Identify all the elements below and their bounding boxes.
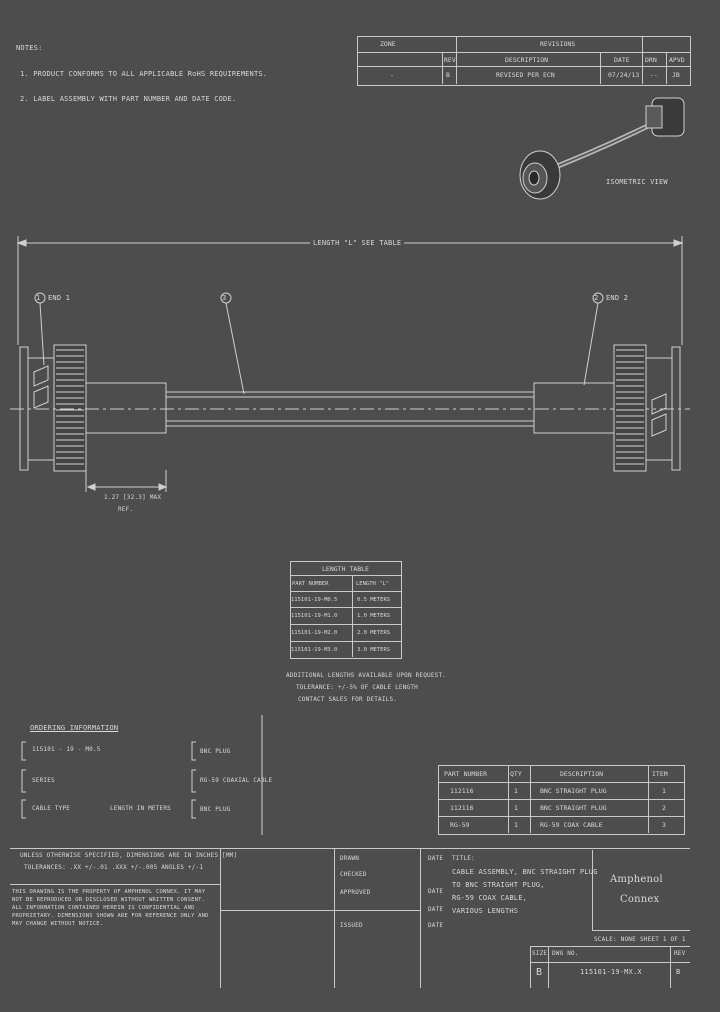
date-label-3: DATE <box>428 906 444 913</box>
revisions-apvd-header: APVD <box>669 56 685 64</box>
title-line-3: RG-59 COAX CABLE, <box>452 894 528 902</box>
note-item-2: 2. LABEL ASSEMBLY WITH PART NUMBER AND DATE CODE. <box>20 95 237 103</box>
bom-header-item: ITEM <box>652 770 668 778</box>
drawn-label: DRAWN <box>340 855 360 862</box>
dimension-text-1: 1.27 [32.3] MAX <box>104 494 162 501</box>
title-line-1: CABLE ASSEMBLY, BNC STRAIGHT PLUG <box>452 868 598 876</box>
company-name-1: Amphenol <box>610 874 663 885</box>
dwg-no-label: DWG NO. <box>552 950 579 957</box>
end1-connector <box>20 345 166 471</box>
approved-label: APPROVED <box>340 889 371 896</box>
ordering-length: LENGTH IN METERS <box>110 805 171 812</box>
sheet-label: SHEET 1 OF 1 <box>640 936 686 943</box>
bom-row-3-desc: RG-59 COAX CABLE <box>540 821 603 829</box>
title-block-disclaimer: THIS DRAWING IS THE PROPERTY OF AMPHENOL CONNEX. IT MAY NOT BE REPRODUCED OR DISCLOSED WITHOUT WRITTEN CONSENT. ALL INFORMATION CONTAINED HEREIN IS CONFIDENTIAL AND PROPRIETARY. DIMENSIONS SHOWN ARE FOR REFERENCE ONLY AND MAY CHANGE WITHOUT NOTICE. <box>12 889 209 927</box>
end2-callout: END 2 <box>606 294 629 302</box>
ordering-series: SERIES <box>32 777 55 784</box>
isometric-view-label: ISOMETRIC VIEW <box>606 178 668 186</box>
revisions-desc: REVISED PER ECN <box>496 71 555 79</box>
scale-label: SCALE: NONE <box>594 936 636 943</box>
revisions-rev-header: REV <box>444 56 456 64</box>
checked-label: CHECKED <box>340 871 367 878</box>
length-note-3: CONTACT SALES FOR DETAILS. <box>298 696 398 703</box>
length-row-3-len: 2.0 METERS <box>357 630 391 636</box>
revisions-rev: B <box>446 71 450 79</box>
dwg-no-value: 115101-19-MX.X <box>580 968 642 976</box>
ordering-right-2: RG-59 COAXIAL CABLE <box>200 777 273 784</box>
length-row-2-len: 1.0 METERS <box>357 613 391 619</box>
title-label: TITLE: <box>452 855 475 862</box>
length-table-len-header: LENGTH "L" <box>356 581 390 587</box>
revisions-drn-header: DRN <box>645 56 657 64</box>
length-row-4-len: 3.0 METERS <box>357 647 391 653</box>
title-line-2: TO BNC STRAIGHT PLUG, <box>452 881 545 889</box>
size-value: B <box>536 967 543 978</box>
title-block-dims-note: UNLESS OTHERWISE SPECIFIED, DIMENSIONS ARE IN INCHES [MM] <box>20 852 238 859</box>
end2-connector <box>534 345 680 471</box>
ordering-cable-type: CABLE TYPE <box>32 805 71 812</box>
company-name-2: Connex <box>620 894 660 905</box>
length-row-2-pn: 115101-19-M1.0 <box>291 613 338 619</box>
title-line-4: VARIOUS LENGTHS <box>452 907 519 915</box>
date-label-4: DATE <box>428 922 444 929</box>
bom-row-2-desc: BNC STRAIGHT PLUG <box>540 804 607 812</box>
length-dimension-label: LENGTH "L" SEE TABLE <box>310 239 404 248</box>
length-row-1-pn: 115101-19-M0.5 <box>291 597 338 603</box>
length-row-1-len: 0.5 METERS <box>357 597 391 603</box>
bom-header-desc: DESCRIPTION <box>560 770 604 778</box>
revisions-zone: - <box>390 71 394 79</box>
ordering-title: ORDERING INFORMATION <box>30 724 119 732</box>
ordering-right-1: BNC PLUG <box>200 748 231 755</box>
notes-header: NOTES: <box>16 44 43 52</box>
revisions-apvd: JB <box>672 71 680 79</box>
dimension-text-2: REF. <box>118 506 134 513</box>
rev-label: REV <box>674 950 686 957</box>
end1-callout: END 1 <box>48 294 71 302</box>
revisions-title: REVISIONS <box>540 40 576 48</box>
length-table-title: LENGTH TABLE <box>322 565 369 573</box>
end2-balloon: 2 <box>594 294 599 302</box>
rev-value: B <box>676 968 681 976</box>
bom-row-3-item: 3 <box>662 821 666 829</box>
length-note-1: ADDITIONAL LENGTHS AVAILABLE UPON REQUEST. <box>286 672 447 679</box>
date-label-2: DATE <box>428 888 444 895</box>
revisions-drn: -- <box>650 71 658 79</box>
ordering-right-3: BNC PLUG <box>200 806 231 813</box>
bom-row-3-pn: RG-59 <box>450 821 470 829</box>
length-table-pn-header: PART NUMBER <box>292 581 329 587</box>
ordering-example: 115101 - 19 - M0.5 <box>32 746 101 753</box>
bom-row-1-item: 1 <box>662 787 666 795</box>
bom-header-pn: PART NUMBER <box>444 770 488 778</box>
bom-header-qty: QTY <box>510 770 522 778</box>
revisions-desc-header: DESCRIPTION <box>505 56 549 64</box>
bom-row-2-qty: 1 <box>514 804 518 812</box>
length-row-3-pn: 115101-19-M2.0 <box>291 630 338 636</box>
bom-row-2-pn: 112116 <box>450 804 474 812</box>
bom-row-1-desc: BNC STRAIGHT PLUG <box>540 787 607 795</box>
revisions-date: 07/24/13 <box>608 71 640 79</box>
size-label: SIZE <box>532 950 548 957</box>
bom-row-1-pn: 112116 <box>450 787 474 795</box>
revisions-date-header: DATE <box>614 56 630 64</box>
issued-label: ISSUED <box>340 922 363 929</box>
bom-row-2-item: 2 <box>662 804 666 812</box>
title-block-tolerance-note: TOLERANCES: .XX +/-.01 .XXX +/-.005 ANGLES +/-1 <box>24 864 204 871</box>
end1-balloon: 1 <box>36 294 41 302</box>
revisions-zone-header: ZONE <box>380 40 396 48</box>
bom-row-3-qty: 1 <box>514 821 518 829</box>
length-note-2: TOLERANCE: +/-5% OF CABLE LENGTH <box>296 684 418 691</box>
cable-balloon: 3 <box>222 294 227 302</box>
date-label-1: DATE <box>428 855 444 862</box>
bom-row-1-qty: 1 <box>514 787 518 795</box>
note-item-1: 1. PRODUCT CONFORMS TO ALL APPLICABLE RoHS REQUIREMENTS. <box>20 70 268 78</box>
length-row-4-pn: 115101-19-M3.0 <box>291 647 338 653</box>
